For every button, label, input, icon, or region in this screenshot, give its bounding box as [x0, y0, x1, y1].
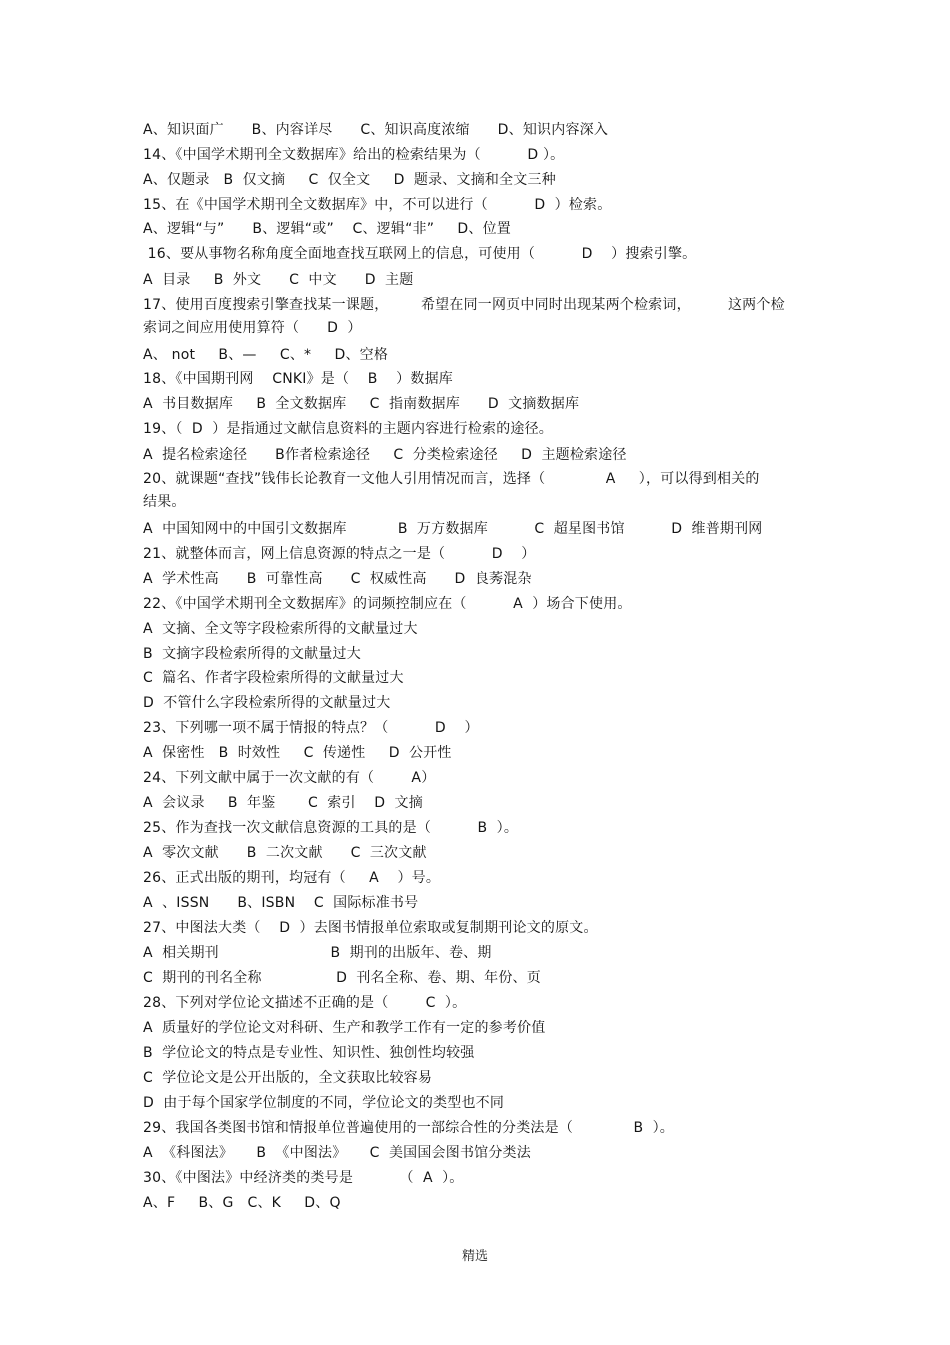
- text-line: A 保密性 B 时效性 C 传递性 D 公开性: [143, 745, 452, 761]
- text-line: B 文摘字段检索所得的文献量过大: [143, 646, 361, 662]
- text-line: A、 not B、— C、* D、空格: [143, 347, 389, 363]
- text-line: A 零次文献 B 二次文献 C 三次文献: [143, 845, 427, 861]
- text-line: A 目录 B 外文 C 中文 D 主题: [143, 272, 414, 288]
- text-line: A、逻辑“与” B、逻辑“或” C、逻辑“非” D、位置: [143, 221, 512, 237]
- text-line: A 学术性高 B 可靠性高 C 权威性高 D 良莠混杂: [143, 571, 532, 587]
- text-line: D 不管什么字段检索所得的文献量过大: [143, 695, 391, 711]
- question-26: 26、正式出版的期刊，均冠有（ A ）号。: [143, 870, 441, 886]
- text-line: C 期刊的刊名全称 D 刊名全称、卷、期、年份、页: [143, 970, 541, 986]
- text-line: B 学位论文的特点是专业性、知识性、独创性均较强: [143, 1045, 475, 1061]
- text-line: A、F B、G C、K D、Q: [143, 1195, 341, 1211]
- question-30: 30、《中图法》中经济类的类号是 （ A ）。: [143, 1170, 464, 1186]
- question-19: 19、（ D ）是指通过文献信息资料的主题内容进行检索的途径。: [143, 421, 553, 437]
- question-17: 17、使用百度搜索引擎查找某一课题， 希望在同一网页中同时出现某两个检索词， 这两个检: [143, 297, 785, 313]
- text-line: A 《科图法》 B 《中图法》 C 美国国会图书馆分类法: [143, 1145, 531, 1161]
- question-27: 27、中图法大类（ D ）去图书情报单位索取或复制期刊论文的原文。: [143, 920, 598, 936]
- question-16: 16、要从事物名称角度全面地查找互联网上的信息，可使用（ D ）搜索引擎。: [143, 246, 697, 262]
- text-line: A、知识面广 B、内容详尽 C、知识高度浓缩 D、知识内容深入: [143, 122, 609, 138]
- question-28: 28、下列对学位论文描述不正确的是（ C ）。: [143, 995, 467, 1011]
- question-14: 14、《中国学术期刊全文数据库》给出的检索结果为（ D ）。: [143, 147, 565, 163]
- text-line: A 、ISSN B、ISBN C 国际标准书号: [143, 895, 419, 911]
- text-line: 结果。: [143, 494, 186, 510]
- text-line: A 相关期刊 B 期刊的出版年、卷、期: [143, 945, 492, 961]
- question-22: 22、《中国学术期刊全文数据库》的词频控制应在（ A ）场合下使用。: [143, 596, 632, 612]
- text-line: 索词之间应用使用算符（ D ）: [143, 320, 362, 336]
- text-line: A 会议录 B 年鉴 C 索引 D 文摘: [143, 795, 423, 811]
- text-line: C 学位论文是公开出版的，全文获取比较容易: [143, 1070, 433, 1086]
- text-line: D 由于每个国家学位制度的不同，学位论文的类型也不同: [143, 1095, 505, 1111]
- text-line: A 质量好的学位论文对科研、生产和教学工作有一定的参考价值: [143, 1020, 546, 1036]
- question-29: 29、我国各类图书馆和情报单位普遍使用的一部综合性的分类法是（ B ）。: [143, 1120, 674, 1136]
- page-footer: 精选: [461, 1249, 488, 1264]
- text-line: A 书目数据库 B 全文数据库 C 指南数据库 D 文摘数据库: [143, 396, 580, 412]
- question-20: 20、就课题“查找”钱伟长论教育一文他人引用情况而言，选择（ A ），可以得到相关的: [143, 471, 760, 487]
- question-23: 23、下列哪一项不属于情报的特点？（ D ）: [143, 720, 479, 736]
- question-18: 18、《中国期刊网 CNKI》是（ B ）数据库: [143, 371, 453, 387]
- question-24: 24、下列文献中属于一次文献的有（ A）: [143, 770, 436, 786]
- text-line: A 中国知网中的中国引文数据库 B 万方数据库 C 超星图书馆 D 维普期刊网: [143, 521, 763, 537]
- question-21: 21、就整体而言，网上信息资源的特点之一是（ D ）: [143, 546, 536, 562]
- text-line: A 文摘、全文等字段检索所得的文献量过大: [143, 621, 418, 637]
- text-line: A、仅题录 B 仅文摘 C 仅全文 D 题录、文摘和全文三种: [143, 172, 556, 188]
- text-line: A 提名检索途径 B作者检索途径 C 分类检索途径 D 主题检索途径: [143, 447, 627, 463]
- question-25: 25、作为查找一次文献信息资源的工具的是（ B ）。: [143, 820, 519, 836]
- text-line: C 篇名、作者字段检索所得的文献量过大: [143, 670, 404, 686]
- question-15: 15、在《中国学术期刊全文数据库》中，不可以进行（ D ）检索。: [143, 197, 612, 213]
